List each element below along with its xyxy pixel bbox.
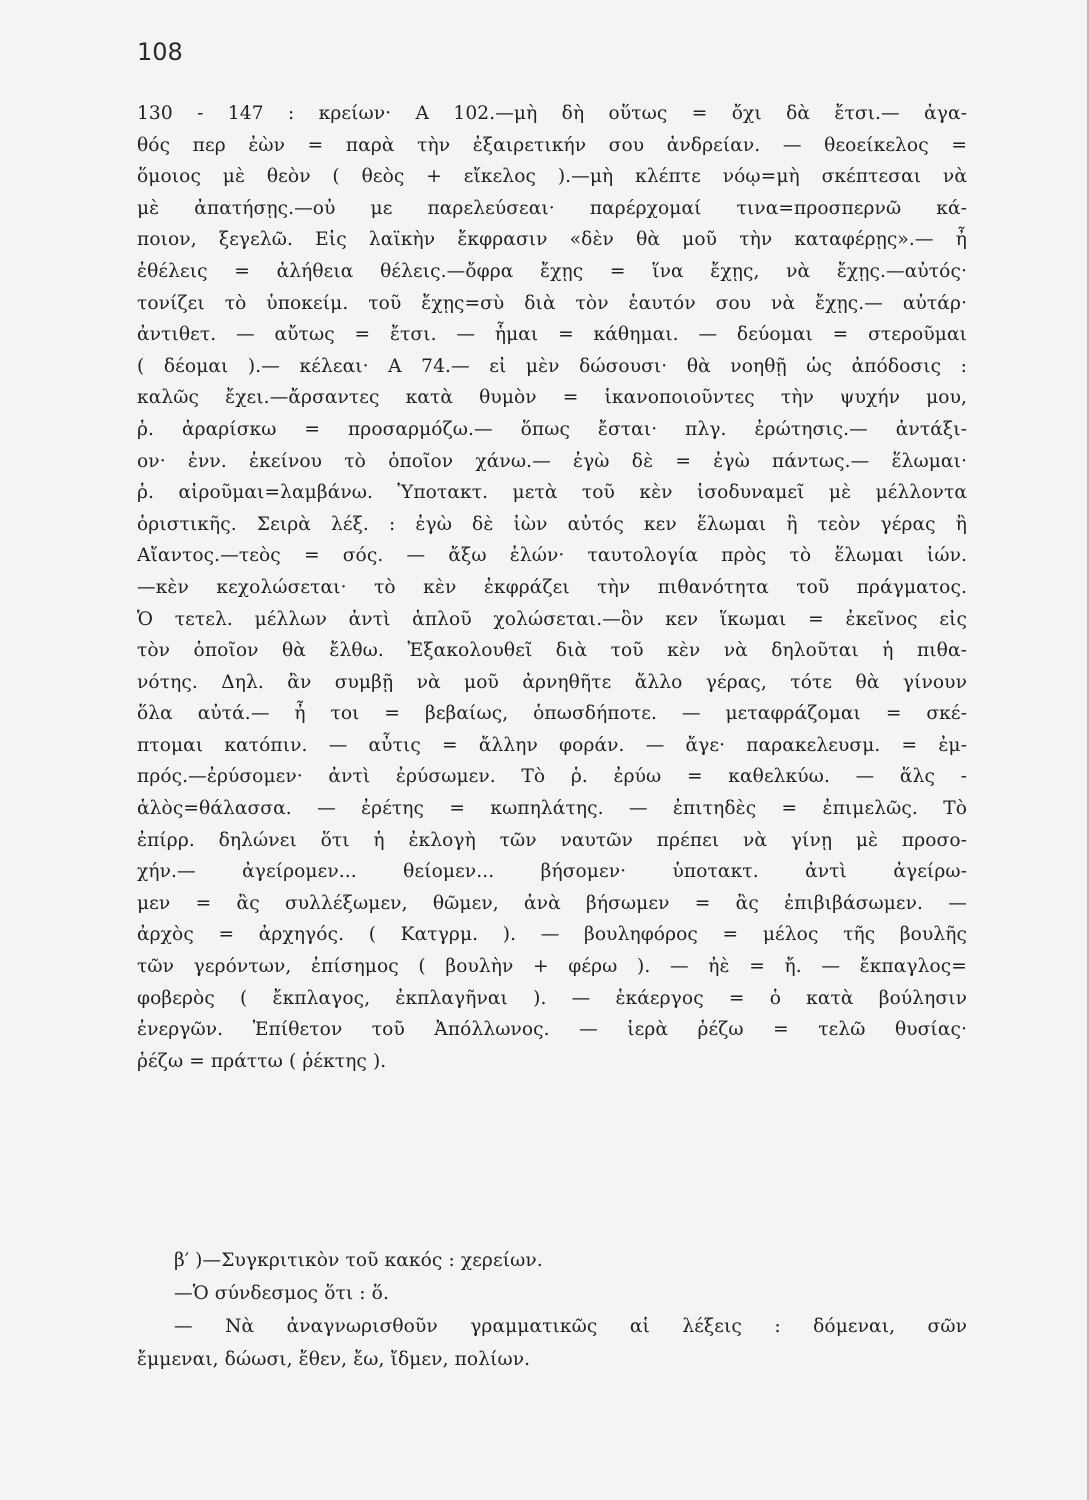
- text-line: τὸν ὁποῖον θὰ ἔλθω. Ἐξακολουθεῖ διὰ τοῦ κὲν νὰ δηλοῦται ἡ πιθα-: [137, 640, 967, 662]
- text-line: ἐνεργῶν. Ἐπίθετον τοῦ Ἀπόλλωνος. — ἱερὰ ῥέζω = τελῶ θυσίας·: [137, 1019, 967, 1041]
- text-line: ἐθέλεις = ἀλήθεια θέλεις.—ὄφρα ἔχῃς = ἵνα ἔχῃς, νὰ ἔχῃς.—αὐτός·: [137, 260, 967, 282]
- text-line: ἐπίρρ. δηλώνει ὅτι ἡ ἐκλογὴ τῶν ναυτῶν πρέπει νὰ γίνῃ μὲ προσο-: [137, 829, 967, 851]
- exercise-line: β′ )—Συγκριτικὸν τοῦ κακός : χερείων.: [174, 1250, 543, 1271]
- text-line: ἀντιθετ. — αὔτως = ἔτσι. — ἧμαι = κάθημαι. — δεύομαι = στεροῦμαι: [137, 324, 967, 346]
- text-line: θός περ ἐὼν = παρὰ τὴν ἐξαιρετικήν σου ἀνδρείαν. — θεοείκελος =: [137, 134, 967, 156]
- text-line: ον· ἐνν. ἐκείνου τὸ ὁποῖον χάνω.— ἐγὼ δὲ = ἐγὼ πάντως.— ἕλωμαι·: [137, 450, 967, 472]
- exercise-block: [137, 1244, 967, 1376]
- text-line: χήν.— ἀγείρομεν... θείομεν... βήσομεν· ὑποτακτ. ἀντὶ ἀγείρω-: [137, 861, 967, 883]
- page-number: 108: [137, 38, 183, 66]
- text-line: φοβερὸς ( ἔκπλαγος, ἐκπλαγῆναι ). — ἑκάεργος = ὁ κατὰ βούλησιν: [137, 987, 967, 1009]
- text-line: πτομαι κατόπιν. — αὖτις = ἄλλην φοράν. — ἄγε· παρακελευσμ. = ἐμ-: [137, 734, 967, 756]
- text-line: ( δέομαι ).— κέλεαι· Α 74.— εἰ μὲν δώσουσι· θὰ νοηθῇ ὡς ἀπόδοσις :: [137, 355, 967, 377]
- text-line: μεν = ἂς συλλέξωμεν, θῶμεν, ἀνὰ βήσωμεν = ἂς ἐπιβιβάσωμεν. —: [137, 892, 967, 914]
- text-line: ῥ. ἀραρίσκω = προσαρμόζω.— ὅπως ἔσται· πλγ. ἐρώτησις.— ἀντάξι-: [137, 418, 967, 440]
- text-line: καλῶς ἔχει.—ἄρσαντες κατὰ θυμὸν = ἱκανοποιοῦντες τὴν ψυχήν μου,: [137, 387, 967, 409]
- exercise-line: ἔμμεναι, δώωσι, ἔθεν, ἔω, ἴδμεν, πολίων.: [137, 1349, 531, 1370]
- exercise-line: —Ὁ σύνδεσμος ὅτι : ὅ.: [174, 1283, 389, 1304]
- text-line: τῶν γερόντων, ἐπίσημος ( βουλὴν + φέρω ). — ἠὲ = ἤ. — ἔκπαγλος=: [137, 956, 967, 978]
- exercise-line: — Νὰ ἀναγνωρισθοῦν γραμματικῶς αἱ λέξεις : δόμεναι, σῶν: [174, 1316, 967, 1337]
- text-line: ῥ. αἱροῦμαι=λαμβάνω. Ὑποτακτ. μετὰ τοῦ κὲν ἰσοδυναμεῖ μὲ μέλλοντα: [137, 482, 967, 504]
- text-line: πρός.—ἐρύσομεν· ἀντὶ ἐρύσωμεν. Τὸ ῥ. ἐρύω = καθελκύω. — ἅλς -: [137, 766, 967, 788]
- text-line: ὅλα αὐτά.— ἦ τοι = βεβαίως, ὁπωσδήποτε. — μεταφράζομαι = σκέ-: [137, 703, 967, 725]
- text-line: ὅμοιος μὲ θεὸν ( θεὸς + εἴκελος ).—μὴ κλέπτε νόῳ=μὴ σκέπτεσαι νὰ: [137, 166, 967, 188]
- text-line: —κὲν κεχολώσεται· τὸ κὲν ἐκφράζει τὴν πιθανότητα τοῦ πράγματος.: [137, 576, 967, 598]
- text-line: 130 - 147 : κρείων· Α 102.—μὴ δὴ οὕτως = ὄχι δὰ ἔτσι.— ἀγα-: [137, 103, 967, 124]
- text-line: ὁριστικῆς. Σειρὰ λέξ. : ἐγὼ δὲ ἰὼν αὐτός κεν ἕλωμαι ἢ τεὸν γέρας ἢ: [137, 513, 967, 535]
- text-line: μὲ ἀπατήσῃς.—οὐ με παρελεύσεαι· παρέρχομαί τινα=προσπερνῶ κά-: [137, 197, 967, 219]
- text-line: Ὁ τετελ. μέλλων ἀντὶ ἁπλοῦ χολώσεται.—ὃν κεν ἵκωμαι = ἐκεῖνος εἰς: [137, 608, 967, 630]
- text-line: ποιον, ξεγελῶ. Εἰς λαϊκὴν ἔκφρασιν «δὲν θὰ μοῦ τὴν καταφέρῃς».— ἦ: [137, 229, 967, 251]
- text-line: ἀρχὸς = ἀρχηγός. ( Κατγρμ. ). — βουληφόρος = μέλος τῆς βουλῆς: [137, 924, 967, 946]
- text-line: Αἴαντος.—τεὸς = σός. — ἄξω ἑλών· ταυτολογία πρὸς τὸ ἕλωμαι ἰών.: [137, 545, 967, 567]
- commentary-paragraph: [137, 98, 967, 1077]
- text-line: ἁλὸς=θάλασσα. — ἐρέτης = κωπηλάτης. — ἐπιτηδὲς = ἐπιμελῶς. Τὸ: [137, 798, 967, 820]
- text-line: νότης. Δηλ. ἂν συμβῇ νὰ μοῦ ἀρνηθῆτε ἄλλο γέρας, τότε θὰ γίνουν: [137, 671, 967, 693]
- text-line: ῥέζω = πράττω ( ῥέκτης ).: [137, 1050, 387, 1072]
- text-line: τονίζει τὸ ὑποκείμ. τοῦ ἔχῃς=σὺ διὰ τὸν ἑαυτόν σου νὰ ἔχῃς.— αὐτάρ·: [137, 292, 967, 314]
